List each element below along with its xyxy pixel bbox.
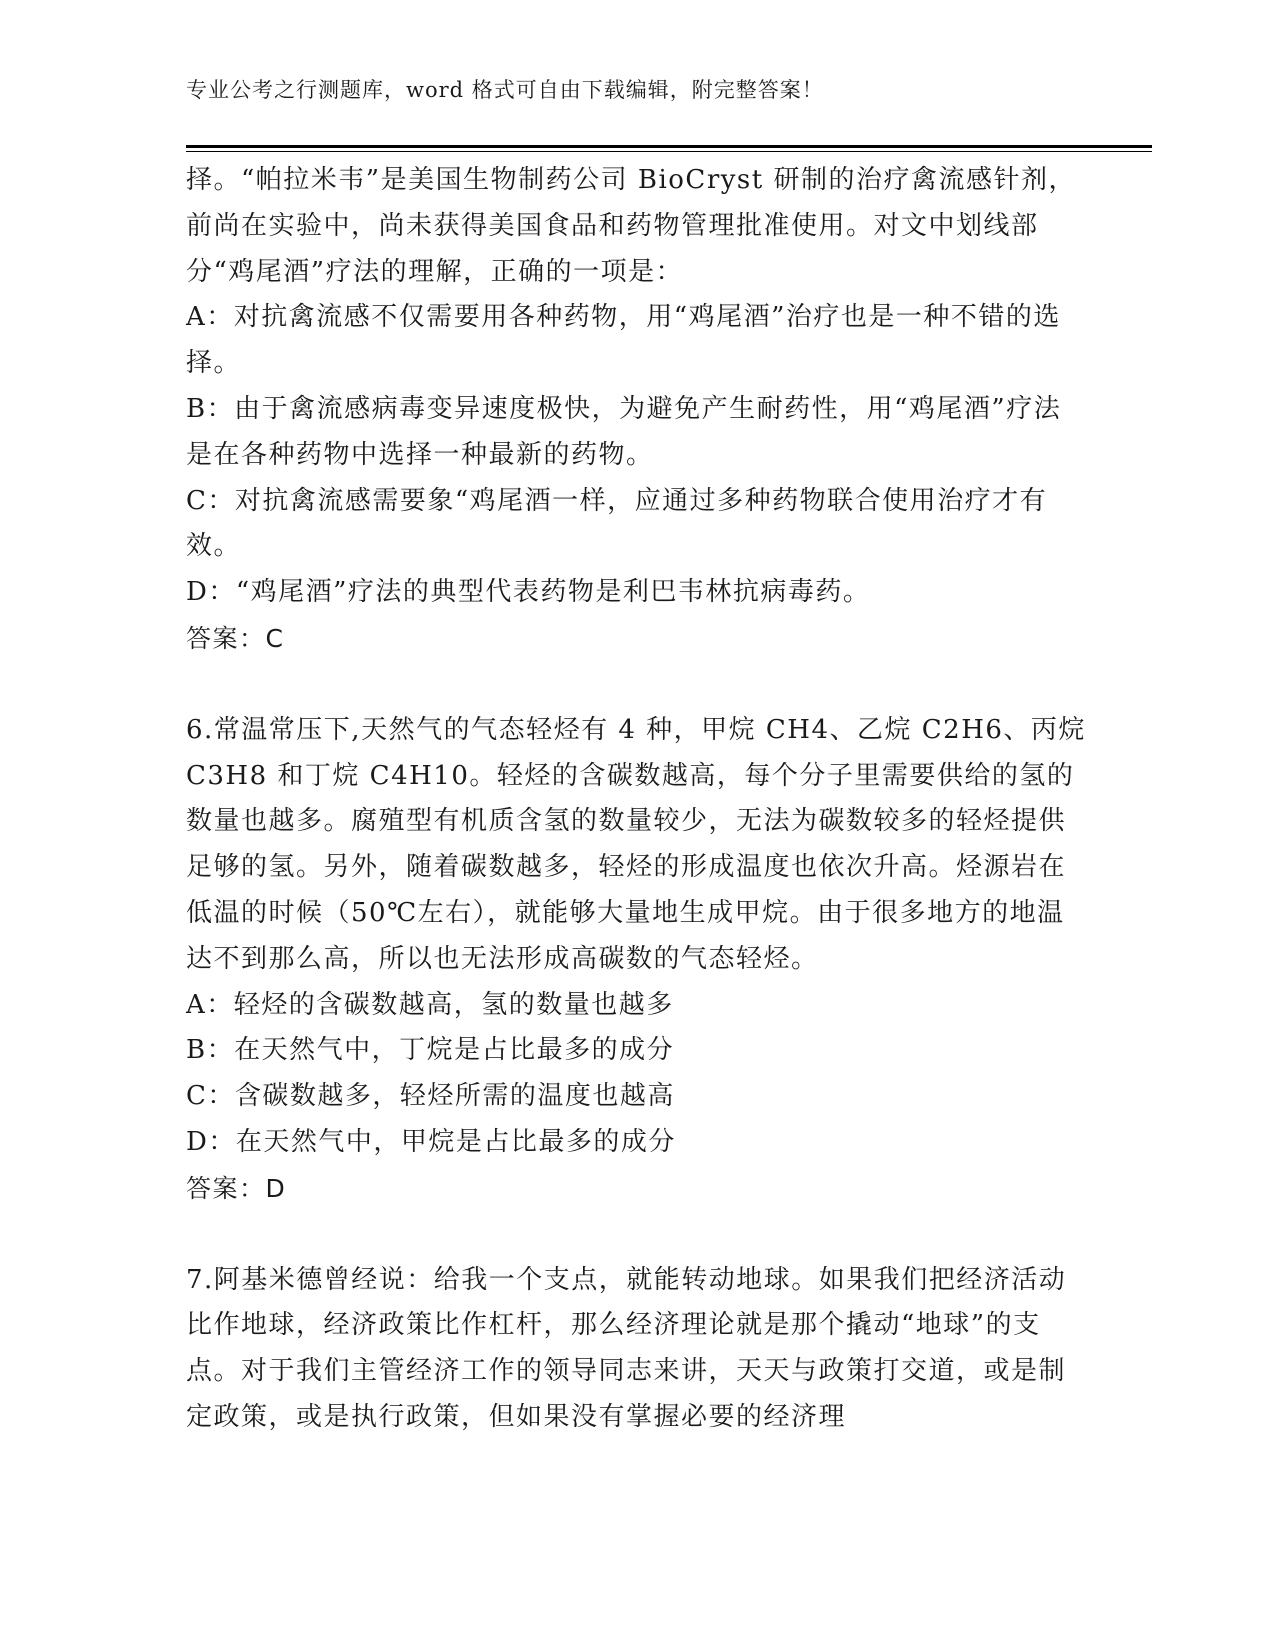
question-6-option-b: B：在天然气中，丁烷是占比最多的成分 xyxy=(186,1035,675,1066)
question-5-option-d: D：“鸡尾酒”疗法的典型代表药物是利巴韦林抗病毒药。 xyxy=(186,577,871,608)
page-header: 专业公考之行测题库，word 格式可自由下载编辑，附完整答案！ xyxy=(186,78,824,102)
question-7-stem: 7.阿基米德曾经说：给我一个支点，就能转动地球。如果我们把经济活动比作地球，经济政策比作杠杆，那么经济理论就是那个撬动“地球”的支点。对于我们主管经济工作的领导同志来讲，天天与政策打交道，或是制定政策，或是执行政策，但如果没有掌握必要的经济理 xyxy=(186,1264,1067,1432)
header-rule-thin xyxy=(186,151,1152,152)
header-rule xyxy=(186,145,1152,148)
question-6-option-d: D：在天然气中，甲烷是占比最多的成分 xyxy=(186,1126,676,1157)
question-5-option-b: B：由于禽流感病毒变异速度极快，为避免产生耐药性，用“鸡尾酒”疗法是在各种药物中选择一种最新的药物。 xyxy=(186,393,1062,470)
document-body xyxy=(186,158,1086,1441)
spacer xyxy=(186,662,1086,708)
spacer xyxy=(186,1212,1086,1258)
question-6-answer: 答案：D xyxy=(186,1173,287,1203)
question-5-option-a: A：对抗禽流感不仅需要用各种药物，用“鸡尾酒”治疗也是一种不错的选择。 xyxy=(186,302,1061,379)
question-5-stem: 择。“帕拉米韦”是美国生物制药公司 BioCryst 研制的治疗禽流感针剂，前尚在实验中，尚未获得美国食品和药物管理批准使用。对文中划线部分“鸡尾酒”疗法的理解，正确的一项是： xyxy=(186,165,1076,287)
question-6-option-c: C：含碳数越多，轻烃所需的温度也越高 xyxy=(186,1081,675,1112)
question-6-option-a: A：轻烃的含碳数越高，氢的数量也越多 xyxy=(186,989,674,1020)
question-6-stem: 6.常温常压下,天然气的气态轻烃有 4 种，甲烷 CH4、乙烷 C2H6、丙烷 C3H8 和丁烷 C4H10。轻烃的含碳数越高，每个分子里需要供给的氢的数量也越多。腐殖型有机质含氢的数量较少，无法为碳数较多的轻烃提供足够的氢。另外，随着碳数越多，轻烃的形成温度也依次升高。烃源岩在低温的时候（50℃左右），就能够大量地生成甲烷。由于很多地方的地温达不到那么高，所以也无法形成高碳数的气态轻烃。 xyxy=(186,714,1086,974)
question-5-answer: 答案：C xyxy=(186,623,285,653)
question-5-option-c: C：对抗禽流感需要象“鸡尾酒一样，应通过多种药物联合使用治疗才有效。 xyxy=(186,485,1048,562)
